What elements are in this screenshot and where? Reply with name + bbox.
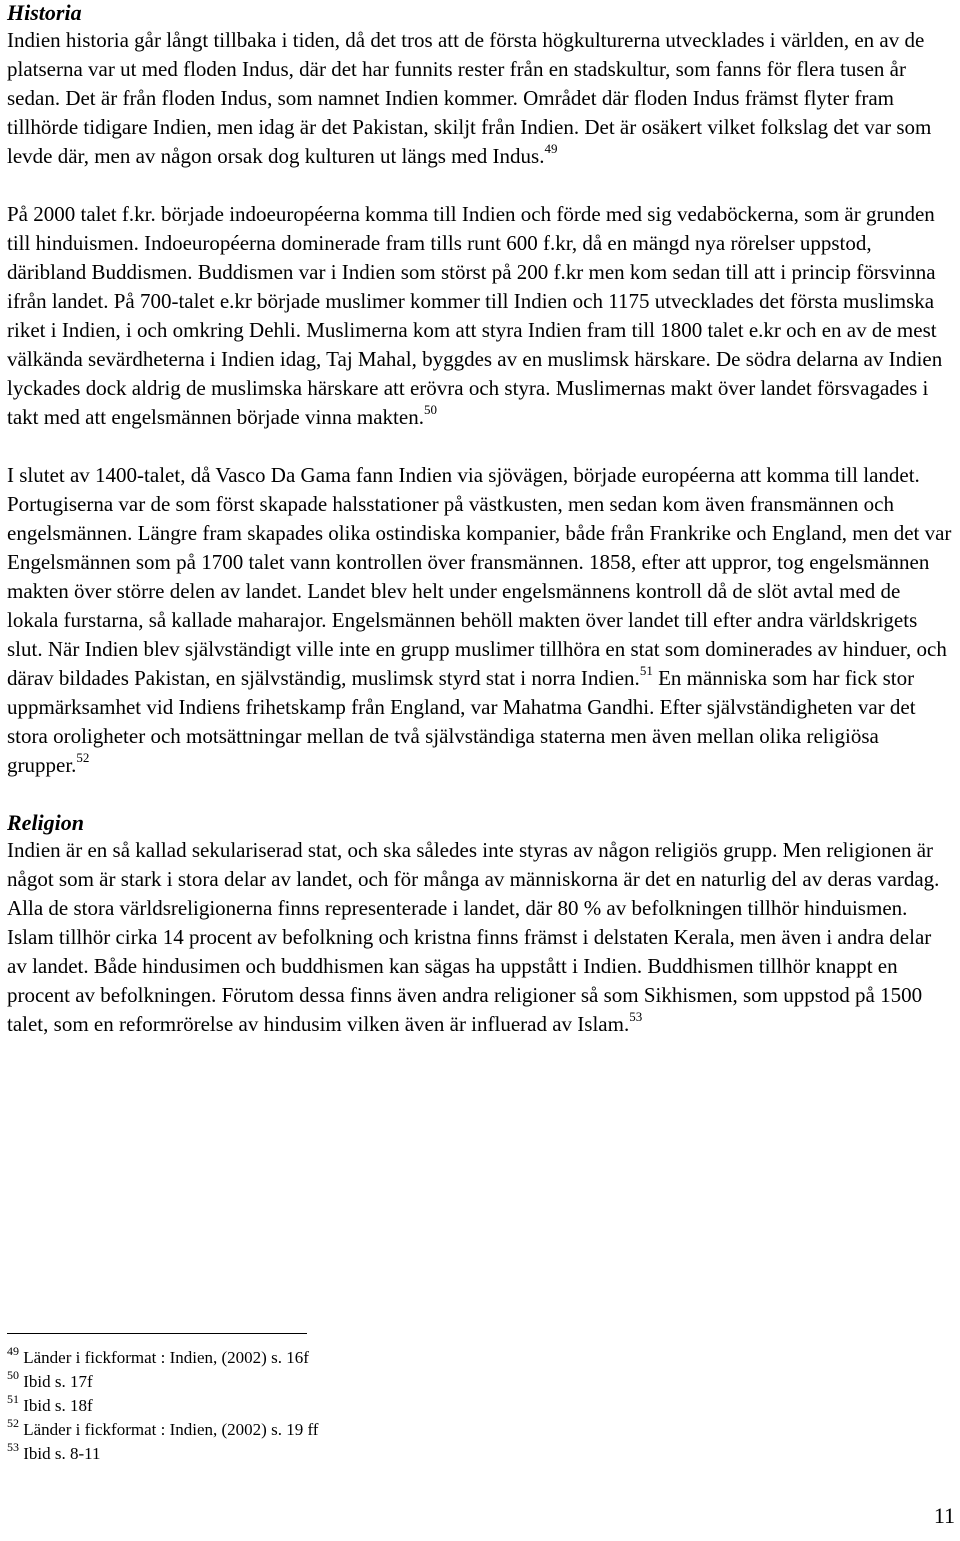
footnote-separator (7, 1333, 307, 1334)
footnote-item (7, 1418, 947, 1442)
historia-paragraph-3 (7, 461, 955, 780)
historia-paragraph-2 (7, 200, 955, 432)
footnote-number: 49 (7, 1344, 19, 1359)
page-number: 11 (933, 1503, 955, 1528)
footnotes (7, 1346, 947, 1466)
footnote-text: Ibid s. 17f (23, 1372, 93, 1391)
footnote-ref-51[interactable]: 51 (639, 663, 653, 678)
footnote-item (7, 1370, 947, 1394)
footnote-ref-49[interactable]: 49 (544, 141, 558, 156)
historia-paragraph-3a-text: I slutet av 1400-talet, då Vasco Da Gama fann Indien via sjövägen, började européerna att komma till landet. Portugiserna var de som först skapade halsstationer på västkusten, men sedan kom även fransmännen och engelsmännen. Längre fram skapades olika ostindiska kompanier, både från Frankrike och England, men det var Engelsmännen som på 1700 talet vann kontrollen över fransmännen. 1858, efter att uppror, tog engelsmännen makten över större delen av landet. Landet blev helt under engelsmännens kontroll då de slöt avtal med de lokala furstarna, så kallade maharajor. Engelsmännen behöll makten över landet till efter andra världskrigets slut. När Indien blev självständigt ville inte en grupp muslimer tillhöra en stat som dominerades av hinduer, och därav bildades Pakistan, en självständig, muslimsk styrd stat i norra Indien. (7, 463, 952, 690)
footnote-number: 50 (7, 1368, 19, 1383)
footnote-text: Länder i fickformat : Indien, (2002) s. 16f (23, 1348, 309, 1367)
page-body (7, 0, 955, 1039)
historia-heading: Historia (7, 0, 82, 25)
footnote-ref-50[interactable]: 50 (423, 402, 437, 417)
footnote-number: 53 (7, 1440, 19, 1455)
footnote-number: 51 (7, 1392, 19, 1407)
religion-paragraph-1 (7, 836, 955, 1039)
footnote-item (7, 1394, 947, 1418)
footnote-ref-53[interactable]: 53 (629, 1009, 643, 1024)
footnote-ref-52[interactable]: 52 (76, 750, 90, 765)
historia-paragraph-1-text: Indien historia går långt tillbaka i tiden, då det tros att de första högkulturerna utvecklades i världen, en av de platserna var ut med floden Indus, där det har funnits rester från en stadskultur, som fanns för flera tusen år sedan. Det är från floden Indus, som namnet Indien kommer. Området där floden Indus främst flyter fram tillhörde tidigare Indien, men idag är det Pakistan, skiljt från Indien. Det är osäkert vilket folkslag det var som levde där, men av någon orsak dog kulturen ut längs med Indus. (7, 28, 932, 168)
footnote-item (7, 1346, 947, 1370)
historia-paragraph-1 (7, 26, 955, 171)
religion-paragraph-1-text: Indien är en så kallad sekulariserad stat, och ska således inte styras av någon religiös grupp. Men religionen är något som är stark i stora delar av landet, och för många av människorna är det en naturlig del av deras vardag. Alla de stora världsreligionerna finns representerade i landet, där 80 % av befolkningen tillhör hinduismen. Islam tillhör cirka 14 procent av befolkning och kristna finns främst i delstaten Kerala, men även i andra delar av landet. Både hindusimen och buddhismen kan sägas ha uppstått i Indien. Buddhismen tillhör knappt en procent av befolkningen. Förutom dessa finns även andra religioner så som Sikhismen, som uppstod på 1500 talet, som en reformrörelse av hindusim vilken även är influerad av Islam. (7, 838, 940, 1036)
footnote-text: Länder i fickformat : Indien, (2002) s. 19 ff (23, 1420, 319, 1439)
historia-section (7, 26, 955, 780)
footnote-text: Ibid s. 18f (23, 1396, 93, 1415)
religion-heading: Religion (7, 810, 85, 835)
historia-paragraph-3b-text: En människa som har fick stor uppmärksamhet vid Indiens frihetskamp från England, var Mahatma Gandhi. Efter självständigheten var det stora oroligheter och motsättningar mellan de två självständiga staterna men även mellan olika religiösa grupper. (7, 666, 916, 777)
historia-paragraph-2-text: På 2000 talet f.kr. började indoeuropéerna komma till Indien och förde med sig vedaböckerna, som är grunden till hinduismen. Indoeuropéerna dominerade fram tills runt 600 f.kr, då en mängd nya rörelser uppstod, däribland Buddismen. Buddismen var i Indien som störst på 200 f.kr men kom sedan till att i princip försvinna ifrån landet. På 700-talet e.kr började muslimer kommer till Indien och 1175 utvecklades det första muslimska riket i Indien, i och omkring Dehli. Muslimerna kom att styra Indien fram till 1800 talet e.kr och en av de mest välkända sevärdheterna i Indien idag, Taj Mahal, byggdes av en muslimsk härskare. De södra delarna av Indien lyckades dock aldrig de muslimska härskare att erövra och styra. Muslimernas makt över landet försvagades i takt med att engelsmännen började vinna makten. (7, 202, 943, 429)
footnote-number: 52 (7, 1416, 19, 1431)
footnote-text: Ibid s. 8-11 (23, 1444, 101, 1463)
footnote-item (7, 1442, 947, 1466)
